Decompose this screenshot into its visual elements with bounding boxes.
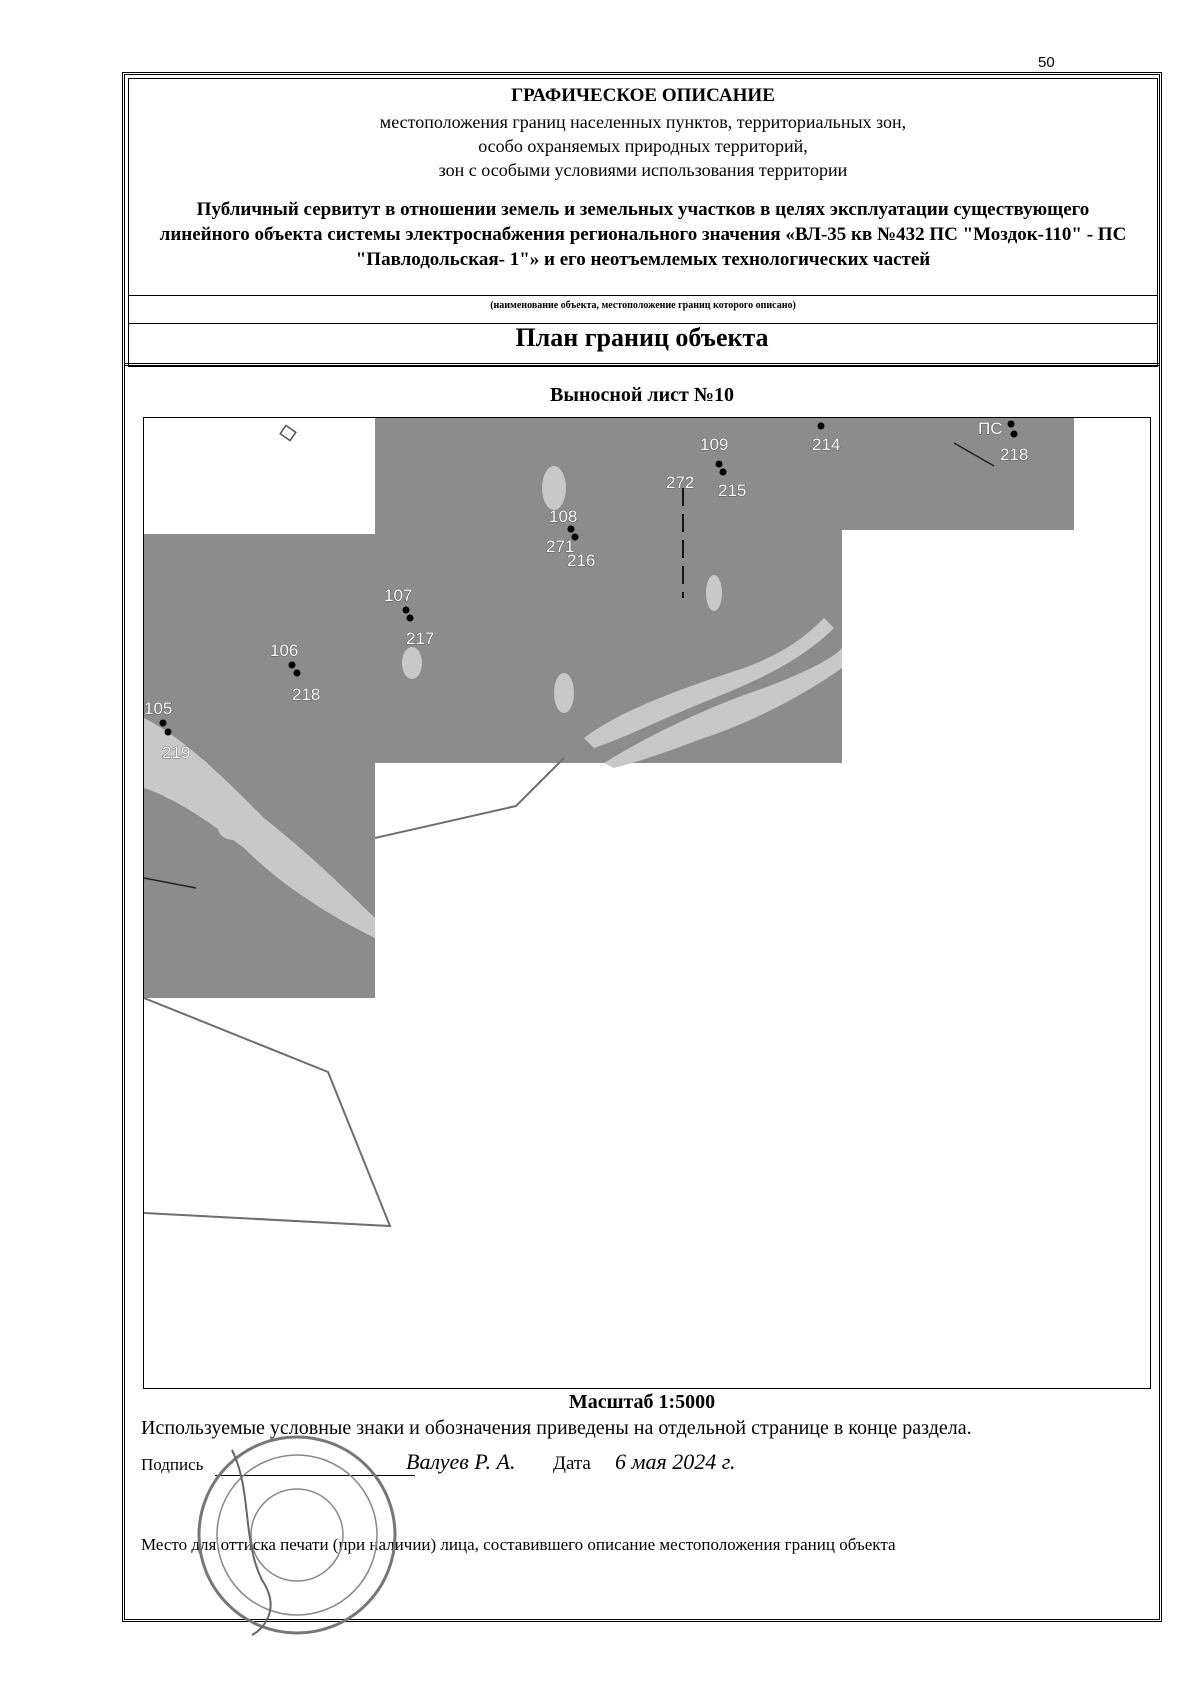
point-label-106: 106 xyxy=(270,641,299,660)
map-point xyxy=(160,720,167,727)
point-label-216: 216 xyxy=(567,551,596,570)
map-point xyxy=(165,729,172,736)
object-name: Публичный сервитут в отношении земель и земельных участков в целях эксплуатации существующего линейного объекта системы электроснабжения регионального значения «ВЛ-35 кв №432 ПС "Моздок-110" - ПС "Павлодольская- 1"» и его неотъемлемых технологических частей xyxy=(159,199,1127,270)
point-label-214: 214 xyxy=(812,435,841,454)
terrain-light xyxy=(554,673,574,713)
document-subtitle xyxy=(129,110,1157,182)
subtitle-line: местоположения границ населенных пунктов, территориальных зон, xyxy=(379,112,907,132)
date-value: 6 мая 2024 г. xyxy=(615,1449,736,1474)
building-outline xyxy=(280,425,296,440)
divider xyxy=(129,295,1157,296)
seal-place-text: Место для оттиска печати (при наличии) лица, составившего описание местоположения границ объекта xyxy=(141,1535,896,1554)
point-label-107: 107 xyxy=(384,586,413,605)
signature-label: Подпись xyxy=(141,1455,204,1474)
point-label-218-ne: 218 xyxy=(1000,445,1029,464)
map-point xyxy=(403,607,410,614)
point-label-109: 109 xyxy=(700,435,729,454)
point-label-219: 219 xyxy=(162,743,191,762)
page-number: 50 xyxy=(1038,54,1055,71)
point-label-substation: ПС xyxy=(978,419,1003,438)
map-point xyxy=(1008,421,1015,428)
terrain-light xyxy=(706,575,722,611)
stamp-seal xyxy=(192,1430,402,1640)
point-label-105: 105 xyxy=(144,699,173,718)
map-point xyxy=(568,526,575,533)
subtitle-line: зон с особыми условиями использования территории xyxy=(438,160,848,180)
point-label-218: 218 xyxy=(292,685,321,704)
subtitle-line: особо охраняемых природных территорий, xyxy=(478,136,808,156)
document-title: ГРАФИЧЕСКОЕ ОПИСАНИЕ xyxy=(511,85,775,106)
plan-title: План границ объекта xyxy=(515,323,769,352)
map-point xyxy=(407,615,414,622)
point-label-215: 215 xyxy=(718,481,747,500)
map-point xyxy=(1011,431,1018,438)
point-label-272: 272 xyxy=(666,473,695,492)
document-frame xyxy=(122,72,1162,1622)
terrain-light xyxy=(218,816,250,840)
legend-note: Используемые условные знаки и обозначения приведены на отдельной странице в конце раздела. xyxy=(141,1417,972,1439)
point-label-217: 217 xyxy=(406,629,435,648)
divider-double xyxy=(125,363,1159,366)
boundary-map xyxy=(143,417,1151,1389)
boundary-line xyxy=(375,758,564,838)
date-label: Дата xyxy=(553,1453,591,1474)
boundary-line xyxy=(144,998,390,1226)
point-label-271: 271 xyxy=(546,537,575,556)
object-caption: (наименование объекта, местоположение границ которого описано) xyxy=(490,300,796,311)
map-point xyxy=(720,469,727,476)
sheet-title: Выносной лист №10 xyxy=(550,384,734,406)
signer-name: Валуев Р. А. xyxy=(406,1449,516,1474)
point-label-108: 108 xyxy=(549,507,578,526)
map-point xyxy=(716,461,723,468)
terrain-dark xyxy=(144,418,1074,998)
map-scale: Масштаб 1:5000 xyxy=(568,1391,716,1413)
map-point xyxy=(818,423,825,430)
terrain-light xyxy=(402,647,422,679)
map-point xyxy=(289,662,296,669)
map-point xyxy=(294,670,301,677)
terrain-light xyxy=(542,466,566,510)
